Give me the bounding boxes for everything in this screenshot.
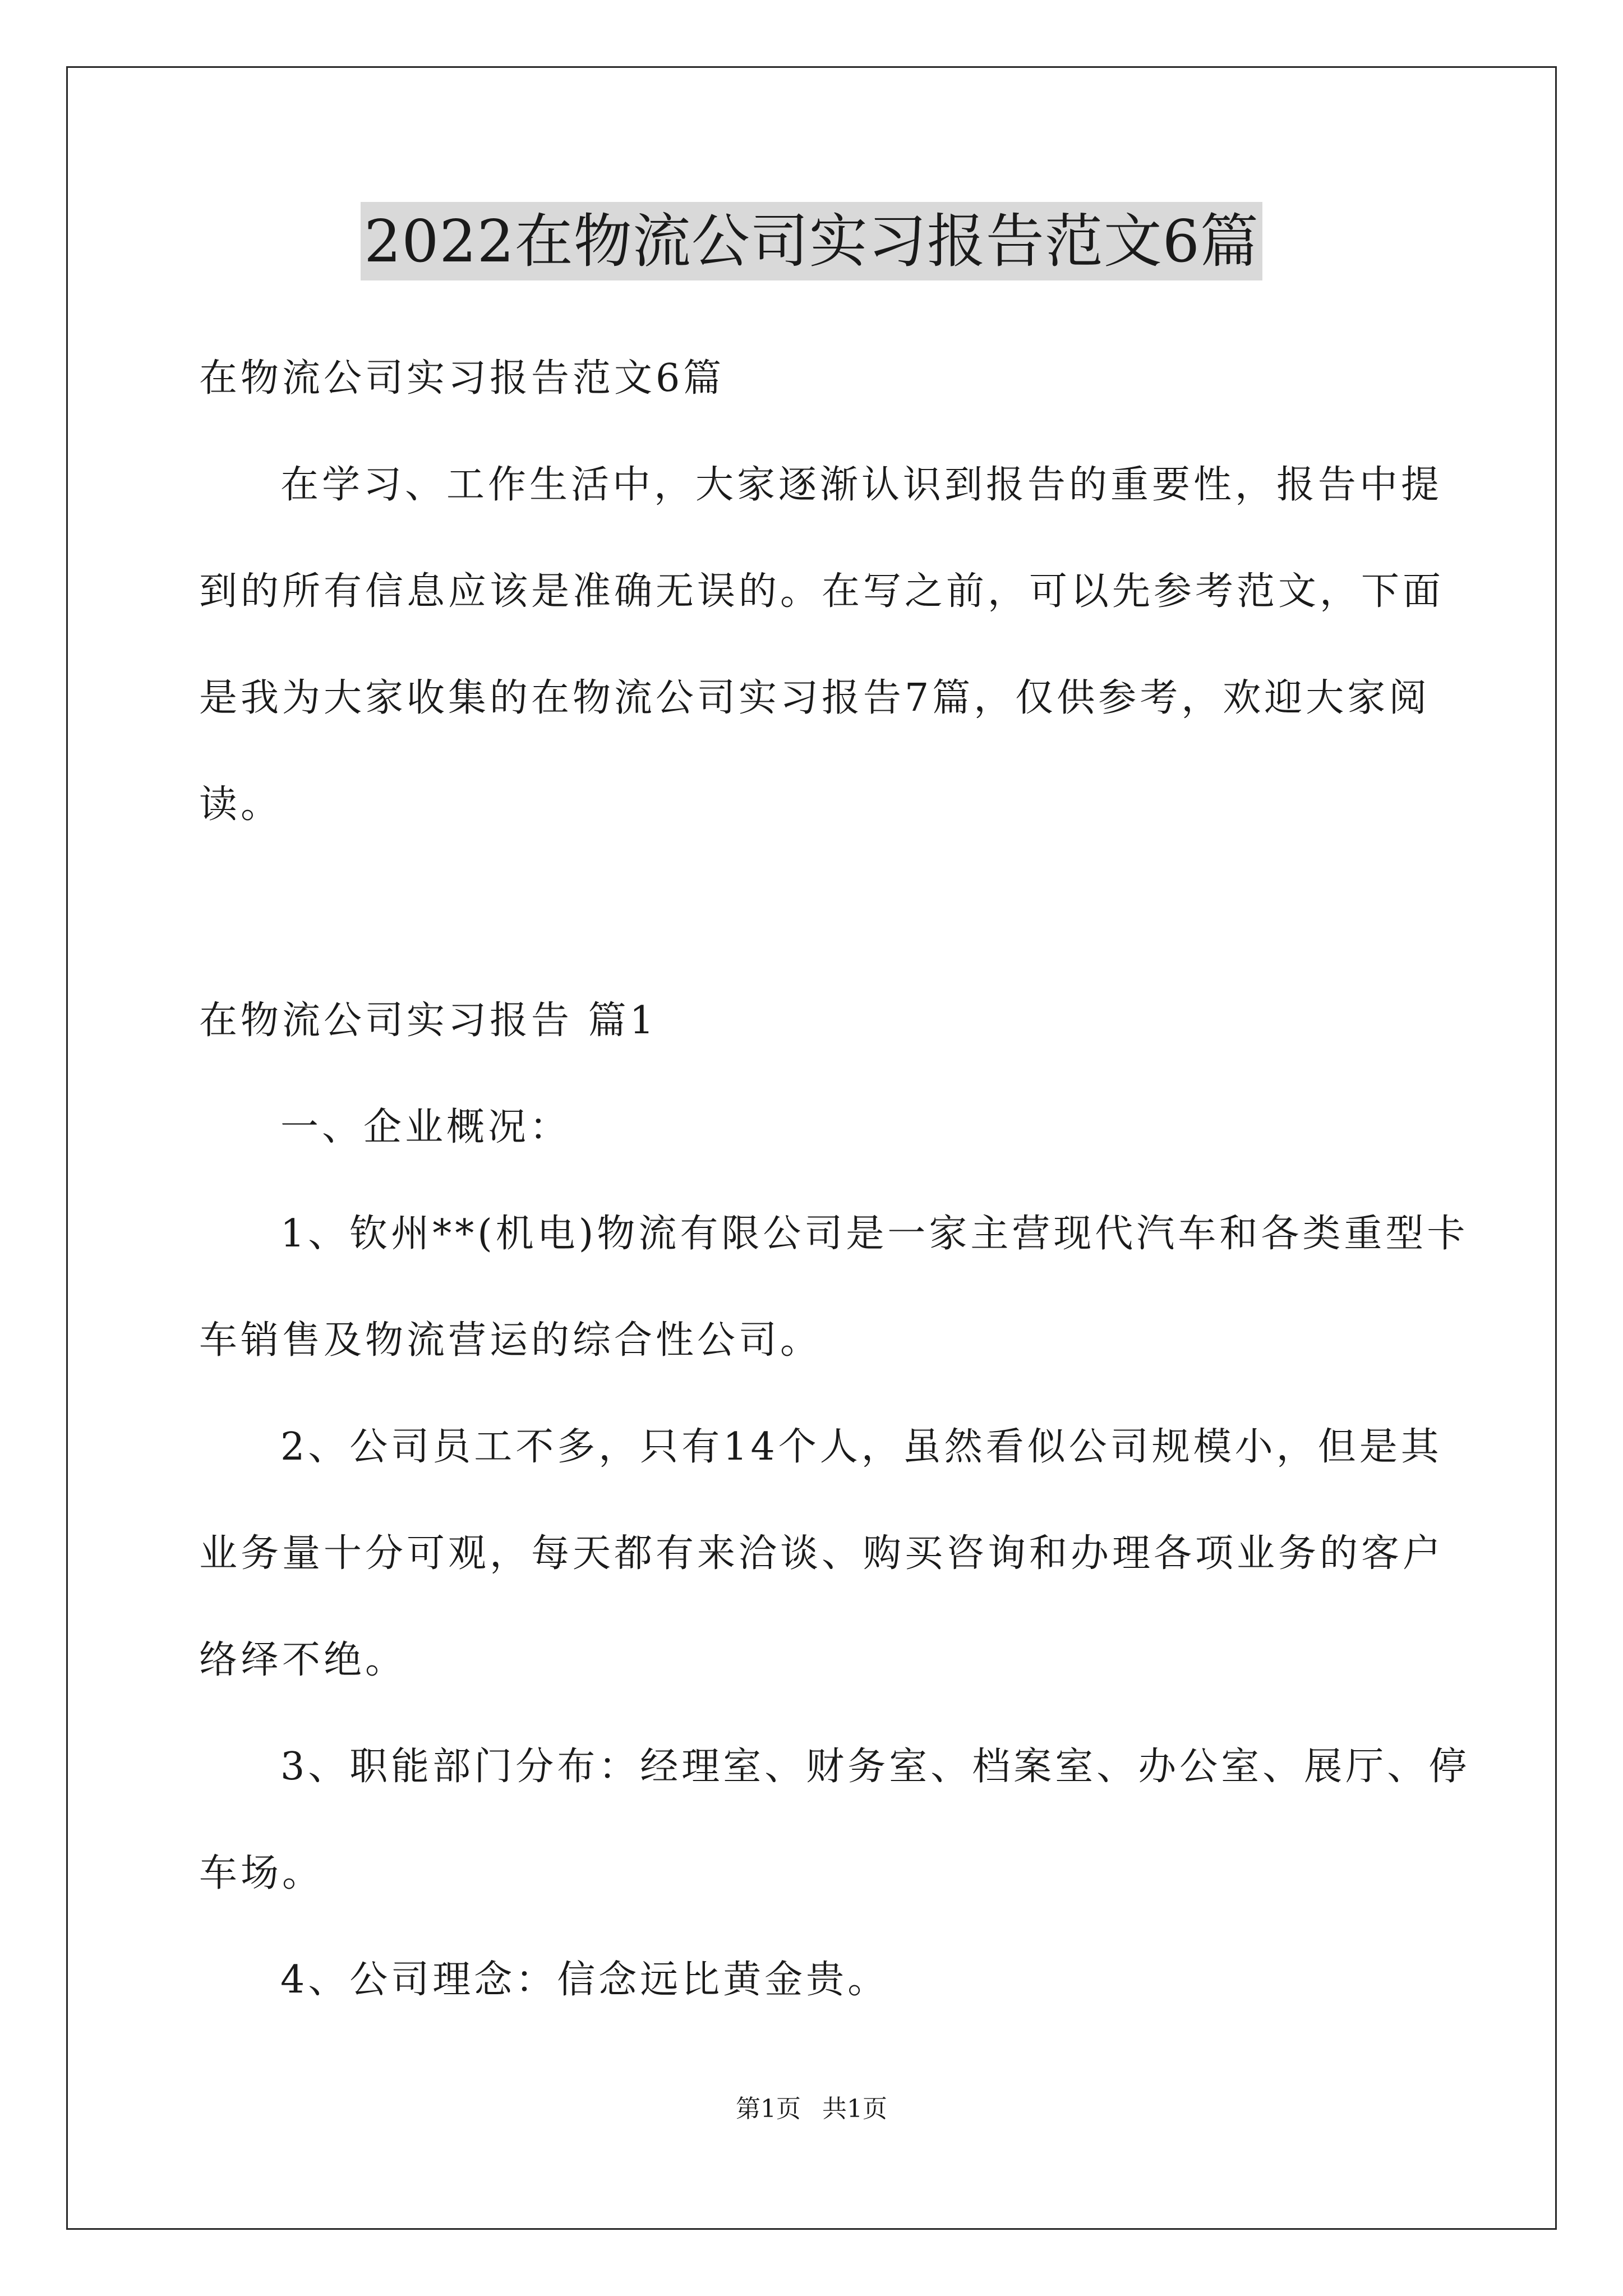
intro-line-2: 到的所有信息应该是准确无误的。在写之前，可以先参考范文，下面: [199, 569, 1445, 614]
section-heading: 在物流公司实习报告 篇1: [199, 999, 657, 1043]
document-title: 2022在物流公司实习报告范文6篇: [361, 202, 1262, 280]
intro-line-1: 在学习、工作生活中，大家逐渐认识到报告的重要性，报告中提: [280, 463, 1443, 507]
page-total: 共1页: [822, 2095, 887, 2123]
overview-heading: 一、企业概况：: [280, 1105, 571, 1149]
item2-line-1: 2、公司员工不多，只有14个人，虽然看似公司规模小，但是其: [280, 1425, 1442, 1469]
item2-line-3: 络绎不绝。: [199, 1638, 407, 1682]
item4-line-1: 4、公司理念：信念远比黄金贵。: [280, 1958, 889, 2002]
intro-line-3: 是我为大家收集的在物流公司实习报告7篇，仅供参考，欢迎大家阅: [199, 676, 1431, 720]
subtitle: 在物流公司实习报告范文6篇: [199, 356, 725, 401]
item3-line-1: 3、职能部门分布：经理室、财务室、档案室、办公室、展厅、停: [280, 1745, 1470, 1789]
item2-line-2: 业务量十分可观，每天都有来洽谈、购买咨询和办理各项业务的客户: [199, 1531, 1445, 1576]
intro-line-4: 读。: [199, 783, 283, 827]
item1-line-2: 车销售及物流营运的综合性公司。: [199, 1318, 822, 1363]
page-footer: [0, 2092, 1623, 2126]
title-container: [0, 202, 1623, 280]
item3-line-2: 车场。: [199, 1851, 324, 1895]
page-number: 第1页: [736, 2095, 801, 2123]
item1-line-1: 1、钦州**(机电)物流有限公司是一家主营现代汽车和各类重型卡: [280, 1212, 1469, 1256]
